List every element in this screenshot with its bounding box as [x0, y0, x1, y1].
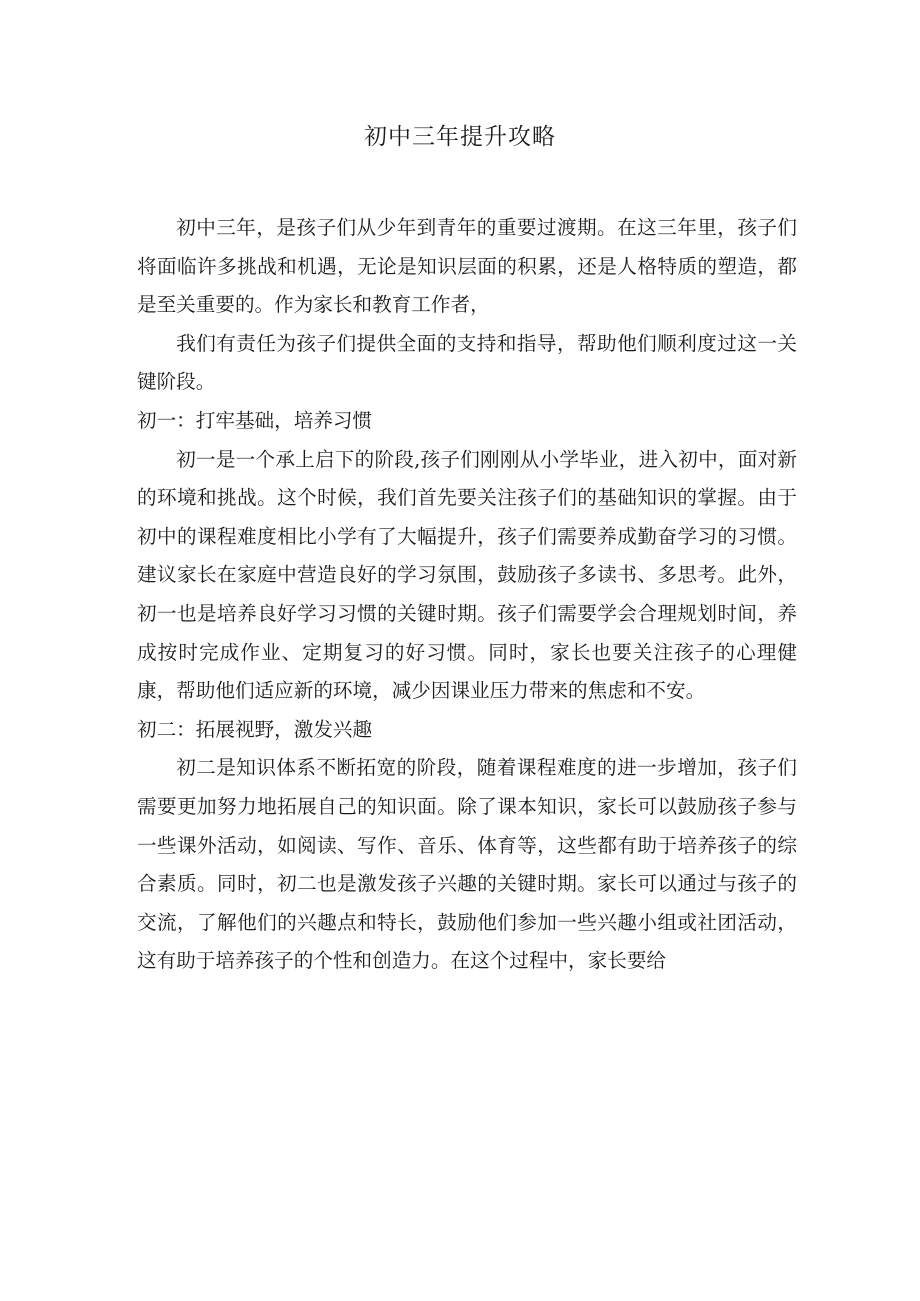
section-heading-grade-two: 初二：拓展视野，激发兴趣 [137, 717, 373, 741]
intro-paragraph: 初中三年，是孩子们从少年到青年的重要过渡期。在这三年里，孩子们将面临许多挑战和机遇，无论是知识层面的积累，还是人格特质的塑造，都是至关重要的。作为家长和教育工作者， [137, 216, 797, 317]
intro-paragraph: 我们有责任为孩子们提供全面的支持和指导，帮助他们顺利度过这一关键阶段。 [137, 331, 797, 394]
grade-two-paragraph: 初二是知识体系不断拓宽的阶段，随着课程难度的进一步增加，孩子们需要更加努力地拓展自己的知识面。除了课本知识，家长可以鼓励孩子参与一些课外活动，如阅读、写作、音乐、体育等，这些都有助于培养孩子的综合素质。同时，初二也是激发孩子兴趣的关键时期。家长可以通过与孩子的交流，了解他们的兴趣点和特长，鼓励他们参加一些兴趣小组或社团活动，这有助于培养孩子的个性和创造力。在这个过程中，家长要给 [137, 756, 797, 973]
document-body [137, 209, 797, 981]
grade-one-paragraph: 初一是一个承上启下的阶段,孩子们刚刚从小学毕业，进入初中，面对新的环境和挑战。这个时候，我们首先要关注孩子们的基础知识的掌握。由于初中的课程难度相比小学有了大幅提升，孩子们需要养成勤奋学习的习惯。建议家长在家庭中营造良好的学习氛围，鼓励孩子多读书、多思考。此外，初一也是培养良好学习习惯的关键时期。孩子们需要学会合理规划时间，养成按时完成作业、定期复习的好习惯。同时，家长也要关注孩子的心理健康，帮助他们适应新的环境，减少因课业压力带来的焦虑和不安。 [137, 447, 797, 703]
section-heading-grade-one: 初一：打牢基础，培养习惯 [137, 408, 373, 432]
document-title: 初中三年提升攻略 [364, 124, 556, 150]
